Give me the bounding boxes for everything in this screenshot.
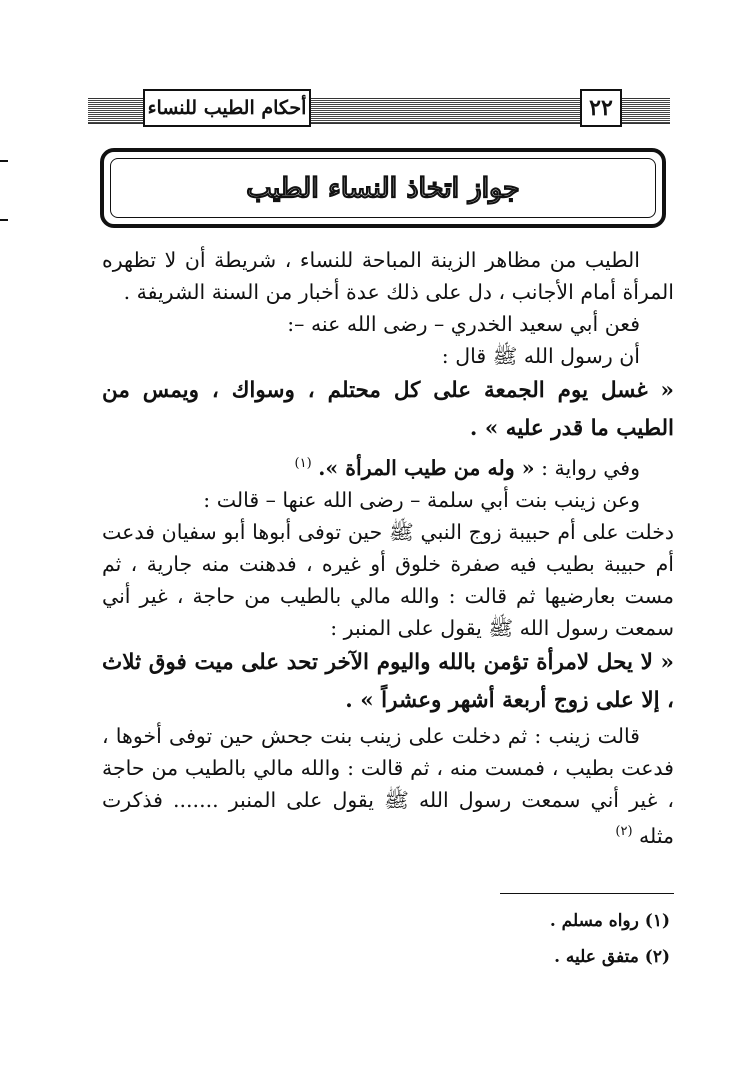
paragraph: دخلت على أم حبيبة زوج النبي ﷺ حين توفى أبوها أبو سفيان فدعت أم حبيبة بطيب فيه صفرة خلوق أو غيره ، فدهنت منه جارية ، ثم مست بعارضيها ثم قالت : والله مالي بالطيب من حاجة ، غير أني سمعت رسول الله ﷺ يقول على المنبر : bbox=[102, 519, 674, 640]
footnote: (١) رواه مسلم . bbox=[549, 911, 670, 931]
book-title: أحكام الطيب للنساء bbox=[143, 89, 311, 127]
page-number: ٢٢ bbox=[580, 89, 622, 127]
paragraph bbox=[102, 448, 674, 484]
footnote-ref: (٢) bbox=[615, 823, 633, 839]
paragraph: أن رسول الله ﷺ قال : bbox=[441, 344, 640, 368]
hadith-quote: « غسل يوم الجمعة على كل محتلم ، وسواك ، ويمس من الطيب ما قدر عليه » . bbox=[102, 378, 674, 441]
footnote: (٢) متفق عليه . bbox=[554, 947, 670, 967]
chapter-title: جواز اتخاذ النساء الطيب bbox=[246, 172, 520, 204]
body-text bbox=[102, 244, 674, 852]
hadith-quote: « لا يحل لامرأة تؤمن بالله واليوم الآخر تحد على ميت فوق ثلاث ، إلا على زوج أربعة أشهر وعشراً » . bbox=[102, 649, 674, 713]
footnotes bbox=[340, 903, 670, 975]
paragraph: الطيب من مظاهر الزينة المباحة للنساء ، شريطة أن لا تظهره المرأة أمام الأجانب ، دل على ذلك عدة أخبار من السنة الشريفة . bbox=[102, 248, 674, 304]
paragraph: وعن زينب بنت أبي سلمة – رضى الله عنها – قالت : bbox=[203, 487, 640, 512]
narration-quote: « وله من طيب المرأة ». bbox=[318, 455, 535, 480]
margin-tick bbox=[0, 160, 8, 162]
paragraph: فعن أبي سعيد الخدري – رضى الله عنه –: bbox=[287, 312, 640, 336]
chapter-title-box bbox=[110, 158, 656, 218]
margin-tick bbox=[0, 219, 8, 221]
footnote-separator bbox=[500, 893, 674, 894]
paragraph bbox=[102, 720, 674, 852]
paragraph-text: قالت زينب : ثم دخلت على زينب بنت جحش حين توفى أخوها ، فدعت بطيب ، فمست منه ، ثم قالت : والله مالي بالطيب من حاجة ، غير أني سمعت رسول الله ﷺ يقول على المنبر ....... فذكرت مثله bbox=[102, 723, 674, 848]
footnote-ref: (١) bbox=[294, 456, 312, 471]
narration-label: وفي رواية : bbox=[534, 455, 640, 480]
